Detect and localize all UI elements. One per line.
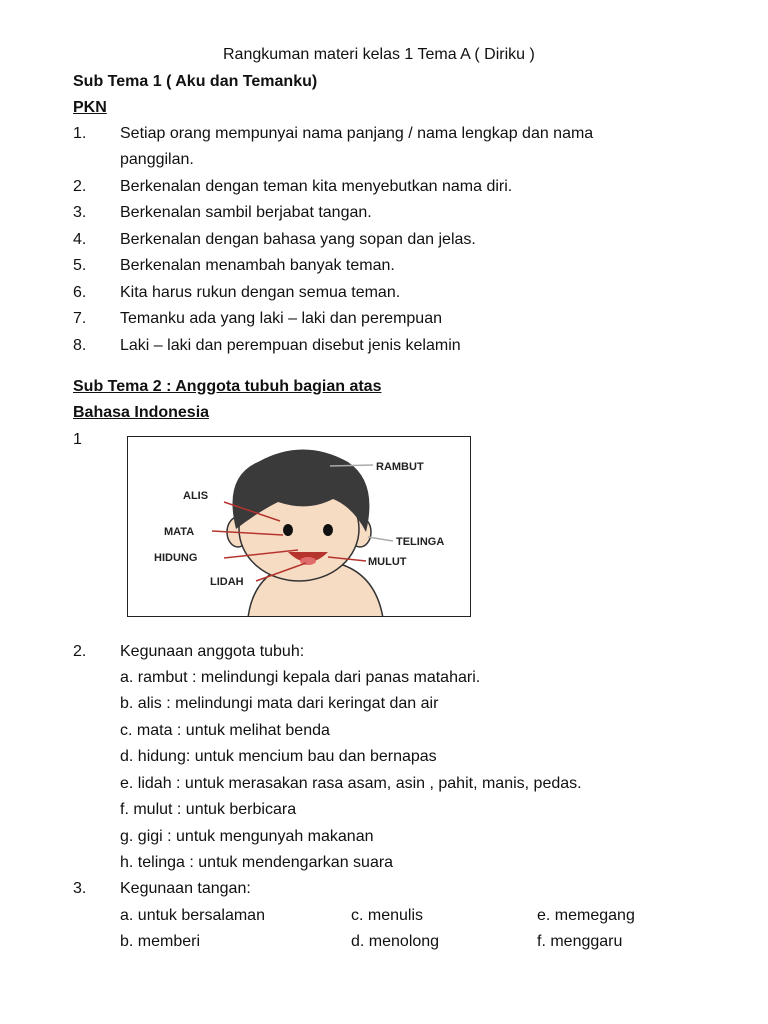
bahasa-heading: Bahasa Indonesia bbox=[73, 404, 210, 421]
list-item: Berkenalan dengan bahasa yang sopan dan jelas. bbox=[120, 231, 476, 248]
list-number: 7. bbox=[73, 310, 87, 327]
pkn-heading: PKN bbox=[73, 99, 107, 116]
list-item: Temanku ada yang laki – laki dan perempuan bbox=[120, 310, 442, 327]
label-mulut: MULUT bbox=[368, 556, 407, 568]
sub-item: f. mulut : untuk berbicara bbox=[120, 801, 297, 818]
body-parts-illustration bbox=[127, 436, 471, 617]
document-title: Rangkuman materi kelas 1 Tema A ( Diriku ) bbox=[223, 46, 535, 63]
label-telinga: TELINGA bbox=[396, 536, 445, 548]
subtheme-1-heading: Sub Tema 1 ( Aku dan Temanku) bbox=[73, 73, 318, 90]
list-item: Laki – laki dan perempuan disebut jenis kelamin bbox=[120, 337, 461, 354]
list-number: 1 bbox=[73, 431, 82, 448]
list-item: Kita harus rukun dengan semua teman. bbox=[120, 284, 401, 301]
list-number: 4. bbox=[73, 231, 87, 248]
sub-item: e. lidah : untuk merasakan rasa asam, asin , pahit, manis, pedas. bbox=[120, 775, 582, 792]
list-item: Berkenalan menambah banyak teman. bbox=[120, 257, 395, 274]
list-number: 8. bbox=[73, 337, 87, 354]
subtheme-2-heading: Sub Tema 2 : Anggota tubuh bagian atas bbox=[73, 378, 382, 395]
list-number: 5. bbox=[73, 257, 87, 274]
list-item-continued: panggilan. bbox=[120, 151, 194, 168]
grid-item: e. memegang bbox=[537, 907, 635, 924]
grid-item: f. menggaru bbox=[537, 933, 623, 950]
grid-item: c. menulis bbox=[351, 907, 424, 924]
label-rambut: RAMBUT bbox=[376, 461, 424, 473]
list-number: 2. bbox=[73, 178, 87, 195]
label-alis: ALIS bbox=[183, 490, 209, 502]
sub-item: d. hidung: untuk mencium bau dan bernapas bbox=[120, 748, 437, 765]
sub-item: h. telinga : untuk mendengarkan suara bbox=[120, 854, 394, 871]
sub-item: a. rambut : melindungi kepala dari panas matahari. bbox=[120, 669, 481, 686]
list-number: 3. bbox=[73, 204, 87, 221]
grid-item: d. menolong bbox=[351, 933, 440, 950]
sub-item: g. gigi : untuk mengunyah makanan bbox=[120, 828, 374, 845]
sub-item: b. alis : melindungi mata dari keringat dan air bbox=[120, 695, 439, 712]
list-item: Setiap orang mempunyai nama panjang / nama lengkap dan nama bbox=[120, 125, 594, 142]
list-number: 6. bbox=[73, 284, 87, 301]
list-item: Kegunaan anggota tubuh: bbox=[120, 643, 305, 660]
list-number: 3. bbox=[73, 880, 87, 897]
grid-item: a. untuk bersalaman bbox=[120, 907, 265, 924]
list-item: Berkenalan sambil berjabat tangan. bbox=[120, 204, 372, 221]
label-hidung: HIDUNG bbox=[154, 552, 198, 564]
list-number: 2. bbox=[73, 643, 87, 660]
label-mata: MATA bbox=[164, 526, 195, 538]
grid-item: b. memberi bbox=[120, 933, 201, 950]
list-number: 1. bbox=[73, 125, 87, 142]
list-item: Berkenalan dengan teman kita menyebutkan nama diri. bbox=[120, 178, 513, 195]
list-item: Kegunaan tangan: bbox=[120, 880, 251, 897]
label-lidah: LIDAH bbox=[210, 576, 244, 588]
sub-item: c. mata : untuk melihat benda bbox=[120, 722, 330, 739]
